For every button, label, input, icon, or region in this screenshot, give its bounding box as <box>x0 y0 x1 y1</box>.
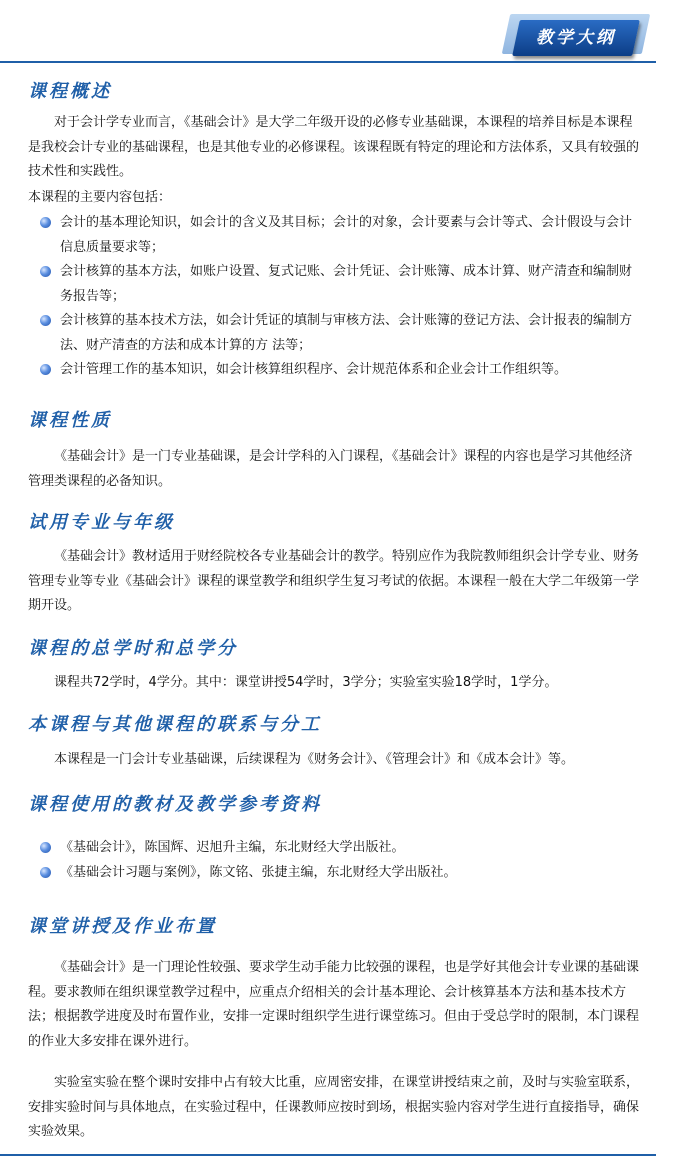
materials-list <box>40 836 640 885</box>
teaching-paragraph-2: 实验室实验在整个课时安排中占有较大比重，应周密安排，在课堂讲授结束之前，及时与实验室联系，安排实验时间与具体地点，在实验过程中，任课教师应按时到场，根据实验内容对学生进行直接指导，确保实验效果。 <box>28 1075 640 1139</box>
overview-paragraph: 对于会计学专业而言，《基础会计》是大学二年级开设的必修专业基础课，本课程的培养目标是本课程是我校会计专业的基础课程，也是其他专业的必修课程。该课程既有特定的理论和方法体系，又具有较强的技术性和实践性。 <box>28 115 640 179</box>
section-title-nature: 课程性质 <box>28 410 112 431</box>
hours-paragraph: 课程共72学时，4学分。其中：课堂讲授54学时，3学分；实验室实验18学时，1学分。 <box>54 675 558 690</box>
overview-intro: 本课程的主要内容包括： <box>28 190 172 205</box>
list-item: 《基础会计》，陈国辉、迟旭升主编，东北财经大学出版社。 <box>40 836 640 861</box>
bullet-icon <box>40 315 51 326</box>
section-title-hours: 课程的总学时和总学分 <box>28 638 238 659</box>
list-item: 会计管理工作的基本知识，如会计核算组织程序、会计规范体系和企业会计工作组织等。 <box>40 358 640 383</box>
section-title-overview: 课程概述 <box>28 81 112 102</box>
bullet-icon <box>40 364 51 375</box>
list-item: 《基础会计习题与案例》，陈文铭、张捷主编，东北财经大学出版社。 <box>40 861 640 886</box>
scope-paragraph: 《基础会计》教材适用于财经院校各专业基础会计的教学。特别应作为我院教师组织会计学专业、财务管理专业等专业《基础会计》课程的课堂教学和组织学生复习考试的依据。本课程一般在大学二年级第一学期开设。 <box>28 549 640 613</box>
badge-title: 教学大纲 <box>536 28 616 48</box>
teaching-paragraph-1: 《基础会计》是一门理论性较强、要求学生动手能力比较强的课程，也是学好其他会计专业课的基础课程。要求教师在组织课堂教学过程中，应重点介绍相关的会计基本理论、会计核算基本方法和基本技术方法；根据教学进度及时布置作业，安排一定课时组织学生进行课堂练习。但由于受总学时的限制，本门课程的作业大多安排在课外进行。 <box>28 960 640 1049</box>
list-item: 会计核算的基本方法，如账户设置、复式记账、会计凭证、会计账簿、成本计算、财产清查和编制财务报告等； <box>40 260 640 309</box>
section-title-relation: 本课程与其他课程的联系与分工 <box>28 714 322 735</box>
bullet-icon <box>40 266 51 277</box>
section-title-materials: 课程使用的教材及教学参考资料 <box>28 794 322 815</box>
overview-list <box>40 211 640 383</box>
section-title-teaching: 课堂讲授及作业布置 <box>28 916 217 937</box>
header-badge <box>506 14 646 58</box>
section-title-scope: 试用专业与年级 <box>28 512 175 533</box>
list-item: 会计核算的基本技术方法，如会计凭证的填制与审核方法、会计账簿的登记方法、会计报表的编制方法、财产清查的方法和成本计算的方 法等； <box>40 309 640 358</box>
footer-divider <box>0 1154 656 1156</box>
relation-paragraph: 本课程是一门会计专业基础课，后续课程为《财务会计》、《管理会计》和《成本会计》等。 <box>54 752 575 767</box>
header-divider <box>0 61 656 63</box>
bullet-icon <box>40 217 51 228</box>
nature-paragraph: 《基础会计》是一门专业基础课，是会计学科的入门课程，《基础会计》课程的内容也是学习其他经济管理类课程的必备知识。 <box>28 449 633 489</box>
bullet-icon <box>40 842 51 853</box>
list-item: 会计的基本理论知识，如会计的含义及其目标；会计的对象，会计要素与会计等式、会计假设与会计信息质量要求等； <box>40 211 640 260</box>
page-header <box>0 0 686 64</box>
bullet-icon <box>40 867 51 878</box>
